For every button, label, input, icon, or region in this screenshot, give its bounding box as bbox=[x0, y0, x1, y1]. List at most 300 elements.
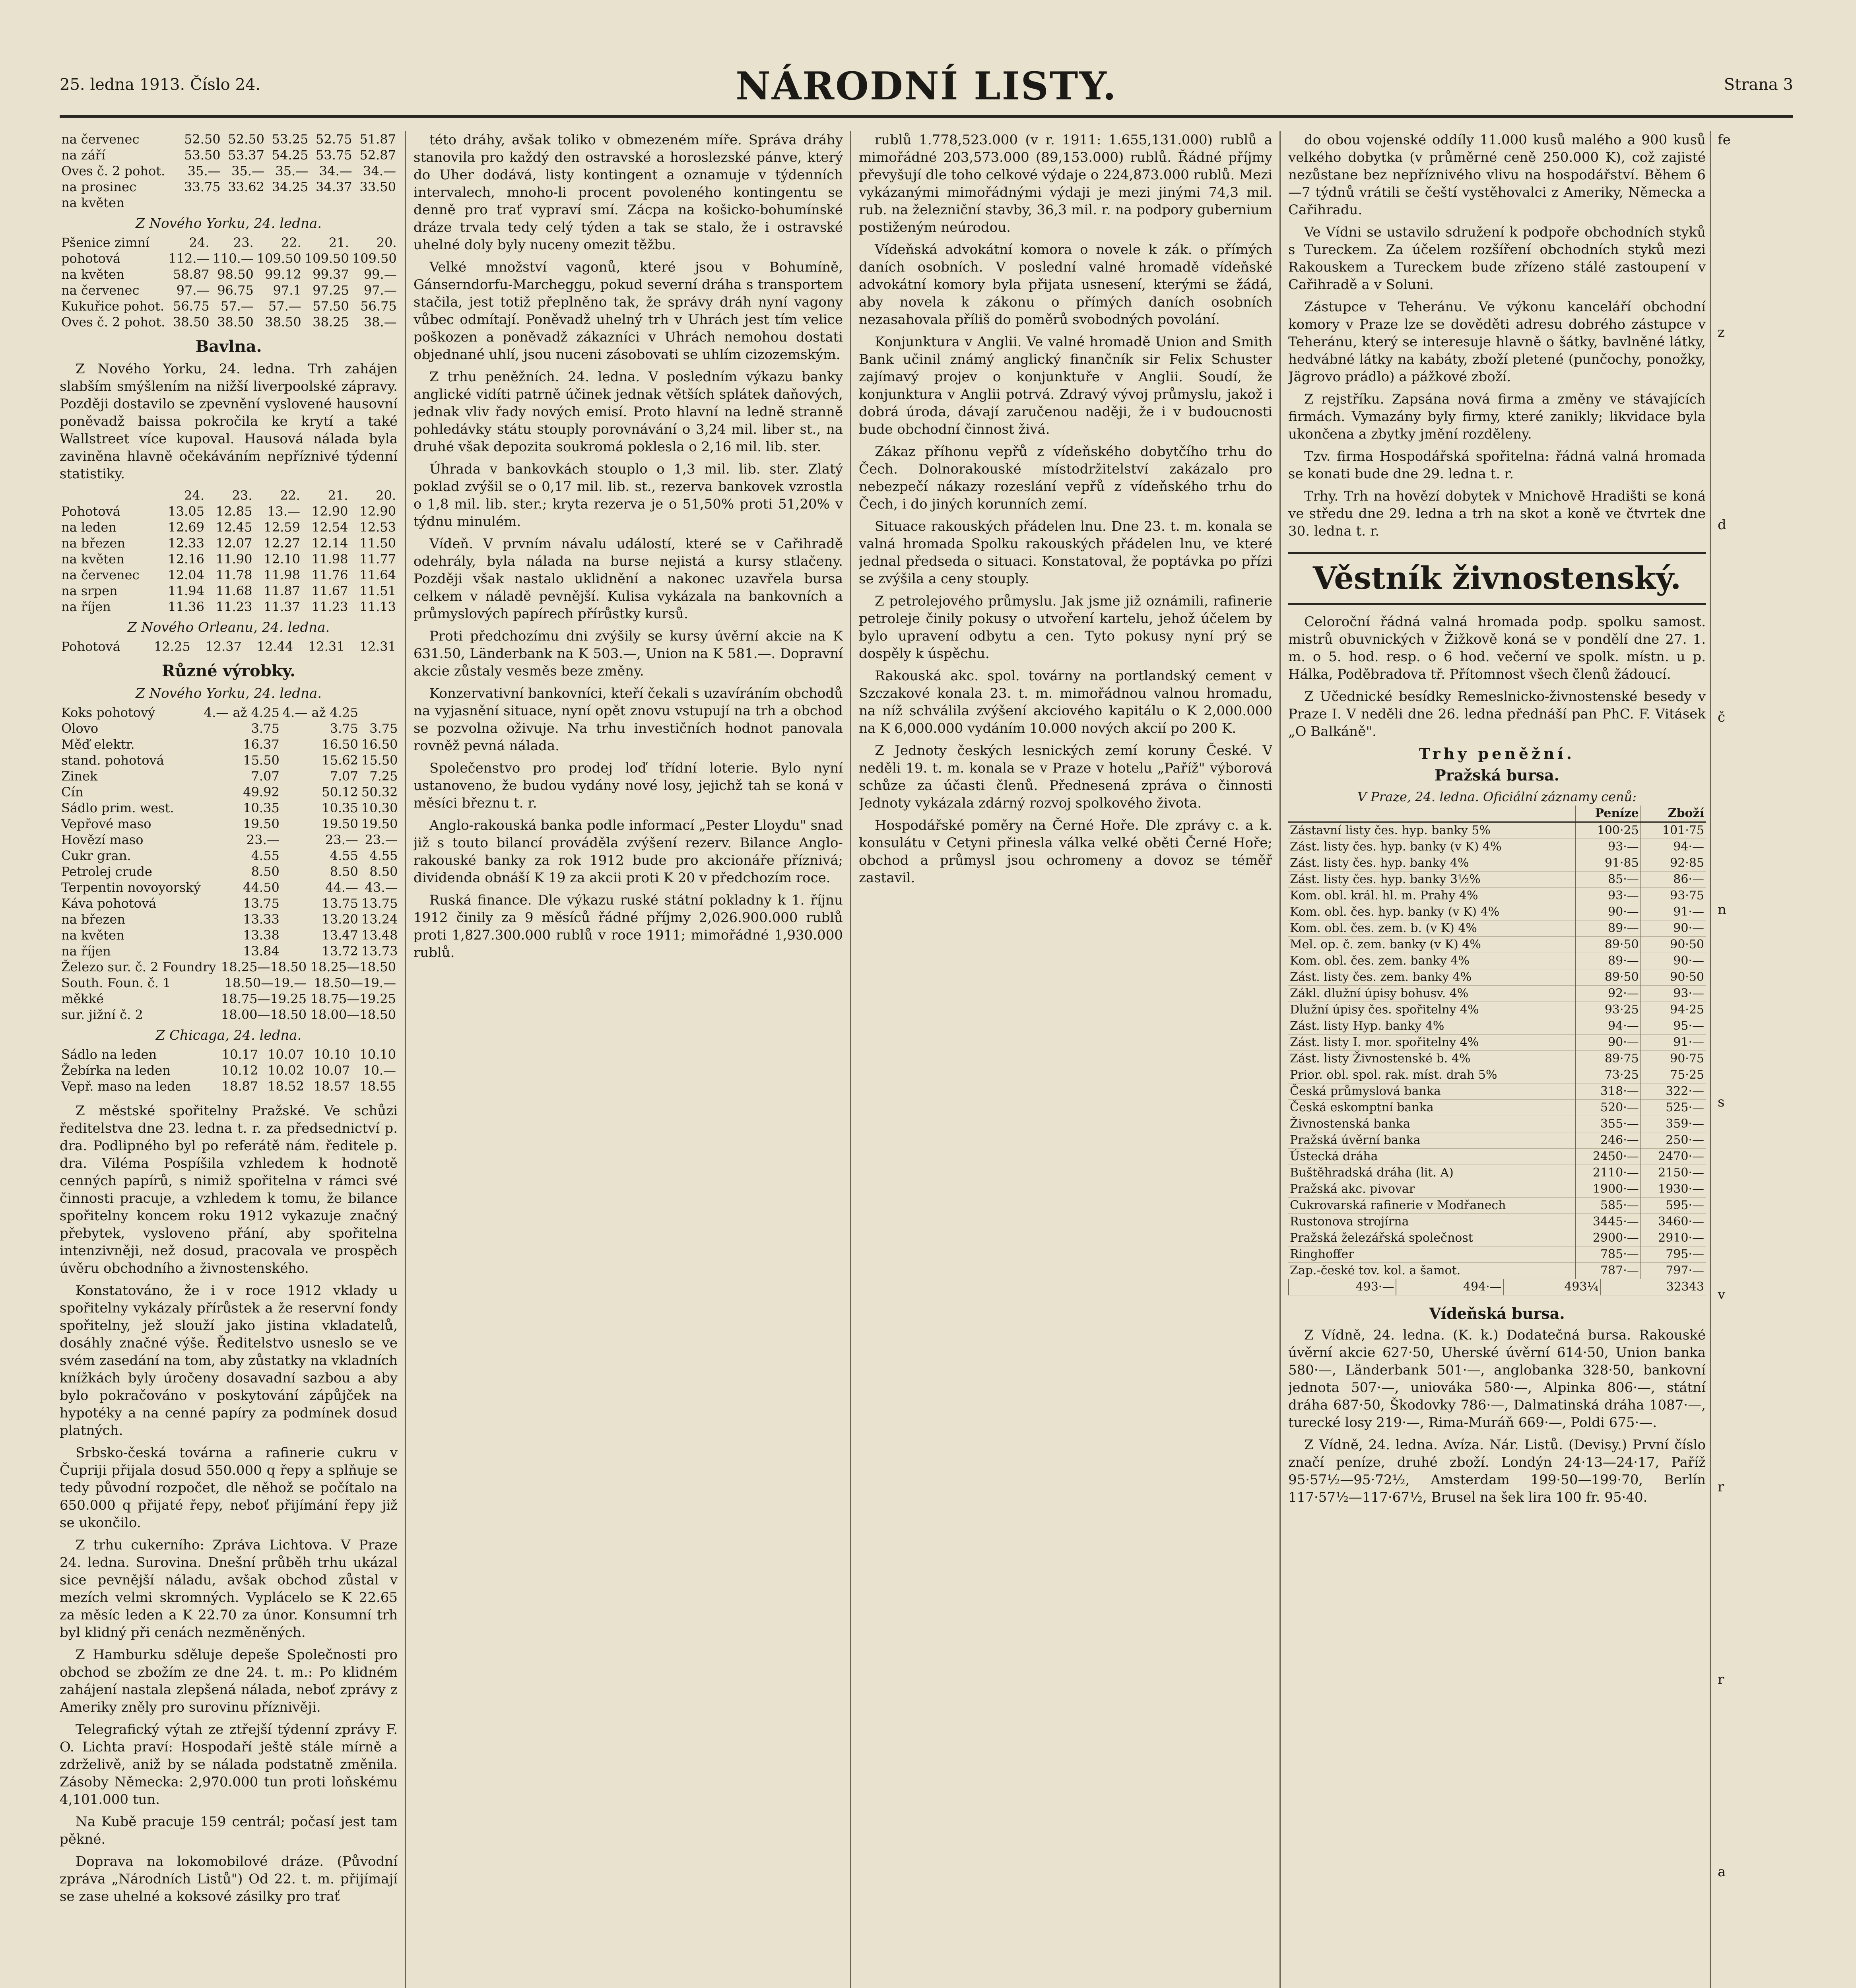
cell-value: 11.78 bbox=[215, 567, 252, 582]
table-row bbox=[1288, 855, 1706, 872]
table-row bbox=[1288, 1198, 1706, 1214]
cell-value: 10.35 bbox=[243, 800, 280, 815]
row-label: na leden bbox=[61, 520, 117, 535]
cut-off-text: z bbox=[1718, 324, 1725, 340]
cell-value: 33.50 bbox=[359, 179, 396, 194]
table-row bbox=[1288, 1149, 1706, 1165]
cell-value: 97.25 bbox=[313, 283, 349, 298]
cell-value: 2470·— bbox=[1641, 1149, 1706, 1165]
row-label: měkké bbox=[61, 991, 104, 1006]
row-label: Zást. listy Hyp. banky 4% bbox=[1288, 1018, 1575, 1035]
cell-value: 3.75 bbox=[330, 721, 358, 736]
cell-value: 13.38 bbox=[243, 928, 280, 943]
row-label: Zákl. dlužní úpisy bohusv. 4% bbox=[1288, 986, 1575, 1002]
cell-value: 23.— bbox=[365, 832, 398, 847]
row-label: Káva pohotová bbox=[61, 896, 157, 911]
row-label: Česká eskomptní banka bbox=[1288, 1100, 1575, 1116]
cell-value: 53.50 bbox=[184, 148, 221, 163]
cell-value: 18.75—19.25 bbox=[310, 991, 396, 1006]
table-row bbox=[60, 911, 398, 927]
row-label: Olovo bbox=[61, 721, 99, 736]
article-paragraph: Z Hamburku sděluje depeše Společnosti pro obchod se zbožím ze dne 24. t. m.: Po klidném zahájení nastala zlepšená nálada, neboť zprávy z Ameriky zněly pro surovinu příznivěji. bbox=[60, 1647, 398, 1715]
cell-value: 38.50 bbox=[265, 315, 301, 330]
table-row bbox=[60, 752, 398, 768]
cell-value: 787·— bbox=[1575, 1263, 1641, 1279]
cell-value: 89·50 bbox=[1575, 937, 1641, 953]
row-label: Ringhoffer bbox=[1288, 1246, 1575, 1263]
column-2 bbox=[414, 131, 843, 1988]
cell-value: 33.75 bbox=[184, 179, 221, 194]
cell-value: 16.37 bbox=[243, 737, 280, 752]
cell-value: 18.75—19.25 bbox=[221, 991, 307, 1006]
row-label: Ústecká dráha bbox=[1288, 1149, 1575, 1165]
cell-value: 11.50 bbox=[359, 536, 396, 551]
page-number: Strana 3 bbox=[1724, 76, 1793, 94]
cell-value: 90·— bbox=[1641, 920, 1706, 937]
cell-value: 57.— bbox=[268, 299, 301, 314]
article-paragraph: Konstatováno, že i v roce 1912 vklady u spořitelny vykázaly přírůstek a že reservní fondy spořitelny, jež slouží jako jistina vkladatelů, dosáhly značné výše. Ředitelstvo usneslo se ve svém zasedání na tom, aby zůstatky na vkladních knížkách byly úročeny dosavadní sazbou a aby bylo pokračováno v poskytování zápůjček na hypotéky a na cenné papíry za podmínek dosud platných. bbox=[60, 1283, 398, 1439]
row-label: Petrolej crude bbox=[61, 864, 152, 879]
section-title-vestnik: Věstník živnostenský. bbox=[1288, 552, 1706, 605]
cell-value: 12.31 bbox=[359, 639, 396, 654]
article-paragraph: Situace rakouských přádelen lnu. Dne 23. t. m. konala se valná hromada Spolku rakouských přádelen lnu, ve které jednal předseda o situaci. Konstatoval, že poptávka po přízi se zvýšila a ceny stouply. bbox=[859, 518, 1272, 587]
cell-value: 359·— bbox=[1641, 1116, 1706, 1132]
table-row bbox=[60, 599, 398, 615]
table-row bbox=[1288, 986, 1706, 1002]
table-row bbox=[60, 535, 398, 551]
row-label: Kukuřice pohot. bbox=[61, 299, 165, 314]
bursa-footer bbox=[1288, 1279, 1706, 1295]
various-table bbox=[60, 705, 398, 959]
cell-value: 3.75 bbox=[369, 721, 398, 736]
cell-value: 16.50 bbox=[322, 737, 358, 752]
row-label: Cukr gran. bbox=[61, 848, 131, 863]
article-paragraph: Společenstvo pro prodej loď třídní loterie. Bylo nyní ustanoveno, že budou vydány nové losy, jejichž tah se koná v měsíci březnu t. r. bbox=[414, 760, 843, 811]
cell-value: 12.10 bbox=[264, 551, 300, 567]
column-header bbox=[1288, 806, 1575, 822]
cell-value: 35.— bbox=[231, 163, 264, 179]
cell-value: 18.57 bbox=[313, 1079, 350, 1094]
cut-off-text: n bbox=[1718, 902, 1726, 918]
table-row bbox=[60, 736, 398, 752]
table-row bbox=[1288, 1002, 1706, 1018]
cell-value: 19.50 bbox=[361, 816, 398, 831]
table-row bbox=[1288, 1083, 1706, 1100]
cell-value: 99.— bbox=[363, 267, 397, 282]
cell-value: 10.10 bbox=[313, 1047, 350, 1062]
cell-value: 12.07 bbox=[215, 536, 252, 551]
table-row bbox=[1288, 1116, 1706, 1132]
row-label: Buštěhradská dráha (lit. A) bbox=[1288, 1165, 1575, 1181]
cell-value: 38.25 bbox=[313, 315, 349, 330]
cell-value: 96.75 bbox=[217, 283, 254, 298]
table-row bbox=[1288, 1214, 1706, 1230]
column-4 bbox=[1288, 131, 1706, 1988]
cell-value: 22. bbox=[281, 235, 301, 250]
article-paragraph: Zástupce v Teheránu. Ve výkonu kanceláří obchodní komory v Praze lze se dověděti adresu dobrého zástupce v Teheránu, který se interesuje hlavně o šátky, bavlněné látky, hedvábné látky na kabáty, zboží pletené (punčochy, ponožky, Jägrovo prádlo) a pážkové zboží. bbox=[1288, 299, 1706, 385]
table-row bbox=[60, 720, 398, 736]
row-label: Kom. obl. čes. zem. banky 4% bbox=[1288, 953, 1575, 969]
cell-value: 7.07 bbox=[330, 769, 358, 784]
table-row bbox=[60, 1078, 398, 1094]
cell-value: 90·— bbox=[1575, 904, 1641, 920]
table-row bbox=[1288, 1230, 1706, 1246]
bursa-date: V Praze, 24. ledna. Oficiální záznamy cenů: bbox=[1357, 789, 1637, 804]
row-label: Sádlo prim. west. bbox=[61, 800, 174, 815]
row-label: Zást. listy čes. hyp. banky (v K) 4% bbox=[1288, 839, 1575, 855]
cell-value: 100·25 bbox=[1575, 822, 1641, 839]
cell-value: 44.50 bbox=[243, 880, 280, 895]
cut-off-text: a bbox=[1718, 1864, 1726, 1880]
table-row bbox=[1288, 904, 1706, 920]
cell-value: 18.00—18.50 bbox=[310, 1007, 396, 1022]
cell-value: 91·— bbox=[1641, 904, 1706, 920]
table-row bbox=[60, 639, 398, 654]
row-label: Oves č. 2 pohot. bbox=[61, 163, 165, 179]
cell-value: 52.50 bbox=[228, 132, 264, 147]
cell-value: 23.— bbox=[246, 832, 280, 847]
row-label bbox=[60, 487, 158, 503]
cell-value: 90·75 bbox=[1641, 1051, 1706, 1067]
cell-value: 97.— bbox=[176, 283, 210, 298]
table-row bbox=[1288, 969, 1706, 986]
cell-value: 110.— bbox=[212, 251, 254, 266]
cell-value: 93·— bbox=[1575, 839, 1641, 855]
cell-value: 494·— bbox=[1396, 1279, 1503, 1295]
column-rule bbox=[405, 131, 406, 1988]
table-header bbox=[1288, 806, 1706, 822]
row-label: Rustonova strojírna bbox=[1288, 1214, 1575, 1230]
cell-value: 11.64 bbox=[359, 567, 396, 582]
article-paragraph: Z Vídně, 24. ledna. (K. k.) Dodatečná bursa. Rakouské úvěrní akcie 627·50, Uherské úvěrní 614·50, Union banka 580·—, Länderbank 501·—, anglobanka 328·50, bankovní jednota 507·—, uniováka 580·—, Alpinka 806·—, státní dráha 687·50, Škodovky 786·—, Dalmatinská dráha 1087·—, turecké losy 219·—, Rima-Muráň 669·—, Poldi 675·—. bbox=[1288, 1327, 1706, 1431]
cell-value: 20. bbox=[376, 235, 397, 250]
article-paragraph: Ruská finance. Dle výkazu ruské státní pokladny k 1. říjnu 1912 činily za 9 měsíců řádné příjmy 2,026.900.000 rublů proti 1,827.300.000 rublů v roce 1911; mimořádné 1,930.000 rublů. bbox=[414, 892, 843, 961]
article-paragraph: Tzv. firma Hospodářská spořitelna: řádná valná hromada se konati bude dne 29. ledna t. r. bbox=[1288, 448, 1706, 482]
article-paragraph: Z rejstříku. Zapsána nová firma a změny ve stávajících firmách. Vymazány byly firmy, které zanikly; likvidace byla ukončena a zbytky jmění rozděleny. bbox=[1288, 391, 1706, 442]
table-row bbox=[60, 864, 398, 879]
cell-value: 4.55 bbox=[369, 848, 398, 863]
row-label: Pražská úvěrní banka bbox=[1288, 1132, 1575, 1149]
masthead-title: NÁRODNÍ LISTY. bbox=[736, 64, 1117, 109]
cell-value bbox=[310, 195, 353, 211]
cell-value: 38.50 bbox=[173, 315, 210, 330]
cell-value: 10.10 bbox=[359, 1047, 396, 1062]
section-title-various: Různé výrobky. bbox=[162, 662, 295, 680]
row-label: Dlužní úpisy čes. spořitelny 4% bbox=[1288, 1002, 1575, 1018]
table-row bbox=[60, 250, 398, 266]
cell-value: 52.75 bbox=[316, 132, 352, 147]
row-label: Žebírka na leden bbox=[61, 1063, 171, 1078]
cell-value bbox=[266, 195, 310, 211]
article-paragraph: Doprava na lokomobilové dráze. (Původní zpráva „Národních Listů") Od 22. t. m. přijímají se zase uhelné a koksové zásilky pro trať bbox=[60, 1854, 398, 1905]
cell-value: 23. bbox=[232, 488, 252, 503]
table-row bbox=[60, 991, 398, 1007]
table-row bbox=[1288, 1132, 1706, 1149]
row-label: na červenec bbox=[61, 132, 140, 147]
cell-value: 3445·— bbox=[1575, 1214, 1641, 1230]
section-title-trhy: Trhy peněžní. bbox=[1419, 745, 1575, 763]
cell-value: 23.— bbox=[325, 832, 358, 847]
cell-value: 11.77 bbox=[359, 551, 396, 567]
cell-value: 101·75 bbox=[1641, 822, 1706, 839]
row-label: pohotová bbox=[61, 251, 120, 266]
row-label: na říjen bbox=[61, 599, 111, 614]
table-row bbox=[60, 487, 398, 503]
cell-value: 22. bbox=[280, 488, 300, 503]
cell-value: 355·— bbox=[1575, 1116, 1641, 1132]
row-label: Cín bbox=[61, 784, 83, 800]
row-label: na květen bbox=[61, 195, 124, 210]
column-1 bbox=[60, 131, 398, 1988]
cell-value: 18.55 bbox=[359, 1079, 396, 1094]
table-row bbox=[60, 959, 398, 975]
cell-value: 250·— bbox=[1641, 1132, 1706, 1149]
cell-value: 13.24 bbox=[361, 912, 398, 927]
cell-value: 11.76 bbox=[311, 567, 348, 582]
table-row bbox=[1288, 1165, 1706, 1181]
cell-value: 797·— bbox=[1641, 1263, 1706, 1279]
cell-value: 58.87 bbox=[173, 267, 210, 282]
cell-value: 90·50 bbox=[1641, 969, 1706, 986]
cotton-text: Z Nového Yorku, 24. ledna. Trh zahájen slabším smýšlením na nižší liverpoolské zápravy. Později dostavilo se zpevnění vyslovené hausovní poněvadž baissa pokročila ke krytí a také Wallstreet více kupoval. Hausová nálada byla zaviněna hlavně očekáváním nepříznivé týdenní statistiky. bbox=[60, 361, 398, 482]
cell-value: 18.25—18.50 bbox=[310, 959, 396, 975]
cell-value: 318·— bbox=[1575, 1083, 1641, 1100]
table-row bbox=[1288, 872, 1706, 888]
row-label: Vepřové maso bbox=[61, 816, 151, 831]
cell-value: 10.12 bbox=[221, 1063, 258, 1078]
article-paragraph: Trhy. Trh na hovězí dobytek v Mnichově Hradišti se koná ve středu dne 29. ledna a trh na skot a koně ve čtvrtek dne 30. ledna t. r. bbox=[1288, 488, 1706, 539]
cell-value: 785·— bbox=[1575, 1246, 1641, 1263]
cell-value: 94·— bbox=[1575, 1018, 1641, 1035]
table-row bbox=[60, 768, 398, 784]
table-row bbox=[1288, 1035, 1706, 1051]
article-paragraph: Celoroční řádná valná hromada podp. spolku samost. mistrů obuvnických v Žižkově koná se v pondělí dne 27. 1. m. o 5. hod. resp. o 6 hod. večerní ve spolk. místn. u p. Hálka, Poděbradova tř. Přítomnost všech členů žádoucí. bbox=[1288, 614, 1706, 682]
row-label: Prior. obl. spol. rak. míst. drah 5% bbox=[1288, 1067, 1575, 1083]
market-table-2 bbox=[60, 235, 398, 330]
article-paragraph: Z Učednické besídky Remeslnicko-živnostenské besedy v Praze I. V neděli dne 26. ledna přednáší pan PhC. F. Vitásek „O Balkáně". bbox=[1288, 689, 1706, 740]
cell-value: 24. bbox=[184, 488, 204, 503]
cut-off-text: d bbox=[1718, 517, 1726, 533]
cell-value: 15.50 bbox=[361, 753, 398, 768]
article-paragraph: Velké množství vagonů, které jsou v Bohumíně, Gánserndorfu-Marcheggu, pokud severní dráha s transportem stačila, jest totiž přeplněno tak, že správy dráh nyní vagony vůbec odmítají. Poněvadž uhelný trh v Uhrách jest tím velice poškozen a poněvadž zákazníci v Uhrách nemohou dostati objednané uhlí, jsou nuceni zásobovati se uhlím cizozemským. bbox=[414, 259, 843, 363]
row-label: Zást. listy I. mor. spořitelny 4% bbox=[1288, 1035, 1575, 1051]
cell-value: 97.1 bbox=[273, 283, 301, 298]
table-row bbox=[60, 1007, 398, 1023]
article-paragraph: Z trhu peněžních. 24. ledna. V posledním výkazu banky anglické vidíti patrně účinek jednak větších splátek daňových, jednak vliv řady nových emisí. Proto hlavní na ledně stranně pohledávky státu stouply porovnávání o 3,24 mil. liber st., na druhé však depozita soukromá poklesla o 2,16 mil. lib. ster. bbox=[414, 369, 843, 455]
cell-value: 52.50 bbox=[184, 132, 221, 147]
cell-value: 109.50 bbox=[304, 251, 349, 266]
cell-value: 12.69 bbox=[168, 520, 204, 535]
cell-value: 34.— bbox=[319, 163, 352, 179]
row-label: Živnostenská banka bbox=[1288, 1116, 1575, 1132]
row-label: South. Foun. č. 1 bbox=[61, 975, 171, 990]
table-row bbox=[60, 1062, 398, 1078]
cell-value: 85·— bbox=[1575, 872, 1641, 888]
table-row bbox=[60, 1046, 398, 1062]
section-head: Z Nového Yorku, 24. ledna. bbox=[135, 215, 322, 231]
cell-value: 12.54 bbox=[311, 520, 348, 535]
cell-value: 34.37 bbox=[316, 179, 352, 194]
article-paragraph: Proti předchozímu dni zvýšily se kursy úvěrní akcie na K 631.50, Länderbank na K 503.—, Union na K 581.—. Dopravní akcie zůstaly vesměs beze změny. bbox=[414, 628, 843, 679]
article-paragraph: Vídeň. V prvním návalu událostí, které se v Cařihradě odehrály, byla nálada na burse nejistá a kursy stlačeny. Později však nastalo uklidnění a nakonec uzavřela bursa celkem v náladě pevnější. Kulisa vykázala na bankovních a průmyslových papírech přírůstky kursů. bbox=[414, 536, 843, 622]
cell-value: 21. bbox=[328, 488, 348, 503]
cell-value: 520·— bbox=[1575, 1100, 1641, 1116]
table-row bbox=[60, 519, 398, 535]
row-label: Mel. op. č. zem. banky (v K) 4% bbox=[1288, 937, 1575, 953]
cell-value: 11.23 bbox=[311, 599, 348, 614]
table-row bbox=[60, 282, 398, 298]
market-table-1 bbox=[60, 131, 398, 211]
row-label: Oves č. 2 pohot. bbox=[61, 315, 165, 330]
cell-value: 99.12 bbox=[265, 267, 301, 282]
cell-value: 12.31 bbox=[308, 639, 345, 654]
table-row bbox=[1288, 953, 1706, 969]
section-head: Z Nového Yorku, 24. ledna. bbox=[135, 685, 322, 701]
cell-value: 13.05 bbox=[168, 504, 204, 519]
cell-value bbox=[222, 195, 266, 211]
table-row bbox=[1288, 937, 1706, 953]
cell-value: 10.02 bbox=[268, 1063, 304, 1078]
cell-value: 15.62 bbox=[322, 753, 358, 768]
cell-value: 12.27 bbox=[264, 536, 300, 551]
cell-value: 795·— bbox=[1641, 1246, 1706, 1263]
column-5-edge bbox=[1718, 131, 1797, 1988]
cell-value: 44.— bbox=[325, 880, 358, 895]
article-paragraph: Z Jednoty českých lesnických zemí koruny České. V neděli 19. t. m. konala se v Praze v hotelu „Paříž" výborová schůze za účasti členů. Přednesená zpráva o činnosti Jednoty vykázala zdárný rozvoj spolkového života. bbox=[859, 743, 1272, 811]
row-label: na březen bbox=[61, 912, 125, 927]
table-row bbox=[60, 927, 398, 943]
cell-value: 12.14 bbox=[311, 536, 348, 551]
cell-value: 12.25 bbox=[154, 639, 190, 654]
cell-value: 24. bbox=[189, 235, 210, 250]
cell-value: 4.— až 4.25 bbox=[282, 705, 358, 720]
article-paragraph: rublů 1.778,523.000 (v r. 1911: 1.655,131.000) rublů a mimořádné 203,573.000 (89,153.000) rublů. Řádné příjmy převyšují dle toho celkové výdaje o 224,873.000 rublů. Mezi vykázanými mimořádnými výdaji je mezi jinými 74,3 mil. rub. na železniční stavby, 36,3 mil. r. na podpory gubernium postiženým neúrodou. bbox=[859, 132, 1272, 235]
cell-value: 12.90 bbox=[359, 504, 396, 519]
cell-value: 56.75 bbox=[173, 299, 210, 314]
row-label: Pšenice zimní bbox=[61, 235, 150, 250]
cell-value: 2110·— bbox=[1575, 1165, 1641, 1181]
cut-off-text: r bbox=[1718, 1672, 1724, 1687]
row-label: Pohotová bbox=[61, 504, 120, 519]
cell-value: 54.25 bbox=[272, 148, 309, 163]
cell-value: 35.— bbox=[187, 163, 221, 179]
cell-value: 11.23 bbox=[215, 599, 252, 614]
orleans-table bbox=[60, 639, 398, 654]
cell-value: 57.50 bbox=[313, 299, 349, 314]
cell-value: 13.20 bbox=[322, 912, 358, 927]
cell-value: 93·— bbox=[1641, 986, 1706, 1002]
cell-value: 92·— bbox=[1575, 986, 1641, 1002]
cell-value: 50.32 bbox=[361, 784, 398, 800]
row-label: stand. pohotová bbox=[61, 753, 164, 768]
table-row bbox=[60, 551, 398, 567]
cell-value: 89·50 bbox=[1575, 969, 1641, 986]
article-paragraph: Z městské spořitelny Pražské. Ve schůzi ředitelstva dne 23. ledna t. r. za předsednictví p. dra. Podlipného byl po referátě nám. ředitele p. dra. Viléma Pospíšila vzhledem k hodnotě cenných papírů, s nimiž spořitelna v rámci své činnosti pracuje, a vzhledem k tomu, že bilance spořitelny koncem roku 1912 vykazuje značný přebytek, vysloveno přání, aby spořitelna intenzivněji, než dosud, pracovala ve prospěch úvěru obchodního a živnostenského. bbox=[60, 1103, 398, 1276]
table-footer-row bbox=[1289, 1279, 1706, 1295]
article-paragraph: Úhrada v bankovkách stouplo o 1,3 mil. lib. ster. Zlatý poklad zvýšil se o 0,17 mil. lib. st., rezerva bankovek vzrostla o 1,8 mil. lib. ster.; kryta rezerva je o 51,50% proti 51,20% v týdnu minulém. bbox=[414, 461, 843, 530]
table-row bbox=[60, 179, 398, 195]
article-paragraph: Z Vídně, 24. ledna. Avíza. Nár. Listů. (Devisy.) První číslo značí peníze, druhé zboží. Londýn 24·13—24·17, Paříž 95·57½—95·72½, Amsterdam 199·50—199·70, Berlín 117·57½—117·67½, Brusel na šek lira 100 fr. 95·40. bbox=[1288, 1437, 1706, 1505]
article-paragraph: Anglo-rakouská banka podle informací „Pester Lloydu" snad již s touto bilancí prováděla zvýšení rezerv. Bilance Anglo-rakouské banky za rok 1912 bude pro akcionáře příznivá; dividenda obnáší K 19 za akcii proti K 20 v předchozím roce. bbox=[414, 817, 843, 886]
cell-value: 33.62 bbox=[228, 179, 264, 194]
cell-value: 53.37 bbox=[228, 148, 264, 163]
table-row bbox=[60, 567, 398, 583]
cell-value: 90·— bbox=[1575, 1035, 1641, 1051]
cell-value: 13.84 bbox=[243, 944, 280, 959]
table-row bbox=[60, 503, 398, 519]
cell-value: 56.75 bbox=[360, 299, 397, 314]
cell-value: 13.33 bbox=[243, 912, 280, 927]
row-label: Pražská akc. pivovar bbox=[1288, 1181, 1575, 1198]
cell-value: 12.37 bbox=[205, 639, 242, 654]
cell-value: 10.07 bbox=[313, 1063, 350, 1078]
cell-value: 109.50 bbox=[256, 251, 301, 266]
article-paragraph: Vídeňská advokátní komora o novele k zák. o přímých daních osobních. V poslední valné hromadě vídeňské advokátní komory byla přijata usnesení, kterými se žádá, aby novela k zákonu o přímých daních osobních nezasahovala příliš do poměrů svobodných povolání. bbox=[859, 242, 1272, 328]
row-label: na květen bbox=[61, 551, 124, 567]
column-rule bbox=[1279, 131, 1281, 1988]
cell-value: 4.55 bbox=[330, 848, 358, 863]
row-label: Hovězí maso bbox=[61, 832, 144, 847]
cell-value: 11.13 bbox=[359, 599, 396, 614]
cut-off-text: s bbox=[1718, 1094, 1725, 1110]
row-label: Kom. obl. čes. hyp. banky (v K) 4% bbox=[1288, 904, 1575, 920]
row-label: Zást. listy čes. hyp. banky 4% bbox=[1288, 855, 1575, 872]
cell-value: 15.50 bbox=[243, 753, 280, 768]
cell-value: 11.87 bbox=[264, 583, 300, 598]
table-row bbox=[60, 832, 398, 848]
table-row bbox=[1288, 839, 1706, 855]
cell-value: 12.16 bbox=[168, 551, 204, 567]
row-label: na březen bbox=[61, 536, 125, 551]
cell-value: 1900·— bbox=[1575, 1181, 1641, 1198]
cell-value: 16.50 bbox=[361, 737, 398, 752]
table-row bbox=[60, 147, 398, 163]
cell-value: 89·— bbox=[1575, 920, 1641, 937]
cell-value: 10.35 bbox=[322, 800, 358, 815]
cell-value: 2900·— bbox=[1575, 1230, 1641, 1246]
column-header: Peníze bbox=[1575, 806, 1641, 822]
cell-value: 93·25 bbox=[1575, 1002, 1641, 1018]
cell-value: 13.— bbox=[267, 504, 300, 519]
row-label: na červenec bbox=[61, 283, 140, 298]
table-row bbox=[60, 879, 398, 895]
cell-value: 19.50 bbox=[322, 816, 358, 831]
cell-value: 90·50 bbox=[1641, 937, 1706, 953]
cell-value: 13.75 bbox=[361, 896, 398, 911]
cell-value: 12.45 bbox=[215, 520, 252, 535]
cell-value: 12.53 bbox=[359, 520, 396, 535]
cell-value: 91·— bbox=[1641, 1035, 1706, 1051]
cell-value: 32343 bbox=[1601, 1279, 1706, 1295]
column-3 bbox=[859, 131, 1272, 1988]
cell-value: 10.— bbox=[363, 1063, 396, 1078]
table-row bbox=[1288, 822, 1706, 839]
row-label: Sádlo na leden bbox=[61, 1047, 157, 1062]
cell-value: 1930·— bbox=[1641, 1181, 1706, 1198]
cell-value: 18.50—19.— bbox=[314, 975, 396, 990]
cell-value: 43.— bbox=[365, 880, 398, 895]
cell-value: 95·— bbox=[1641, 1018, 1706, 1035]
cell-value: 21. bbox=[328, 235, 349, 250]
cell-value: 18.87 bbox=[221, 1079, 258, 1094]
cell-value: 10.30 bbox=[361, 800, 398, 815]
cell-value: 13.73 bbox=[361, 944, 398, 959]
row-label: Zinek bbox=[61, 769, 98, 784]
cell-value: 19.50 bbox=[243, 816, 280, 831]
cell-value: 246·— bbox=[1575, 1132, 1641, 1149]
cell-value: 94·— bbox=[1641, 839, 1706, 855]
bursa-table bbox=[1288, 806, 1706, 1279]
